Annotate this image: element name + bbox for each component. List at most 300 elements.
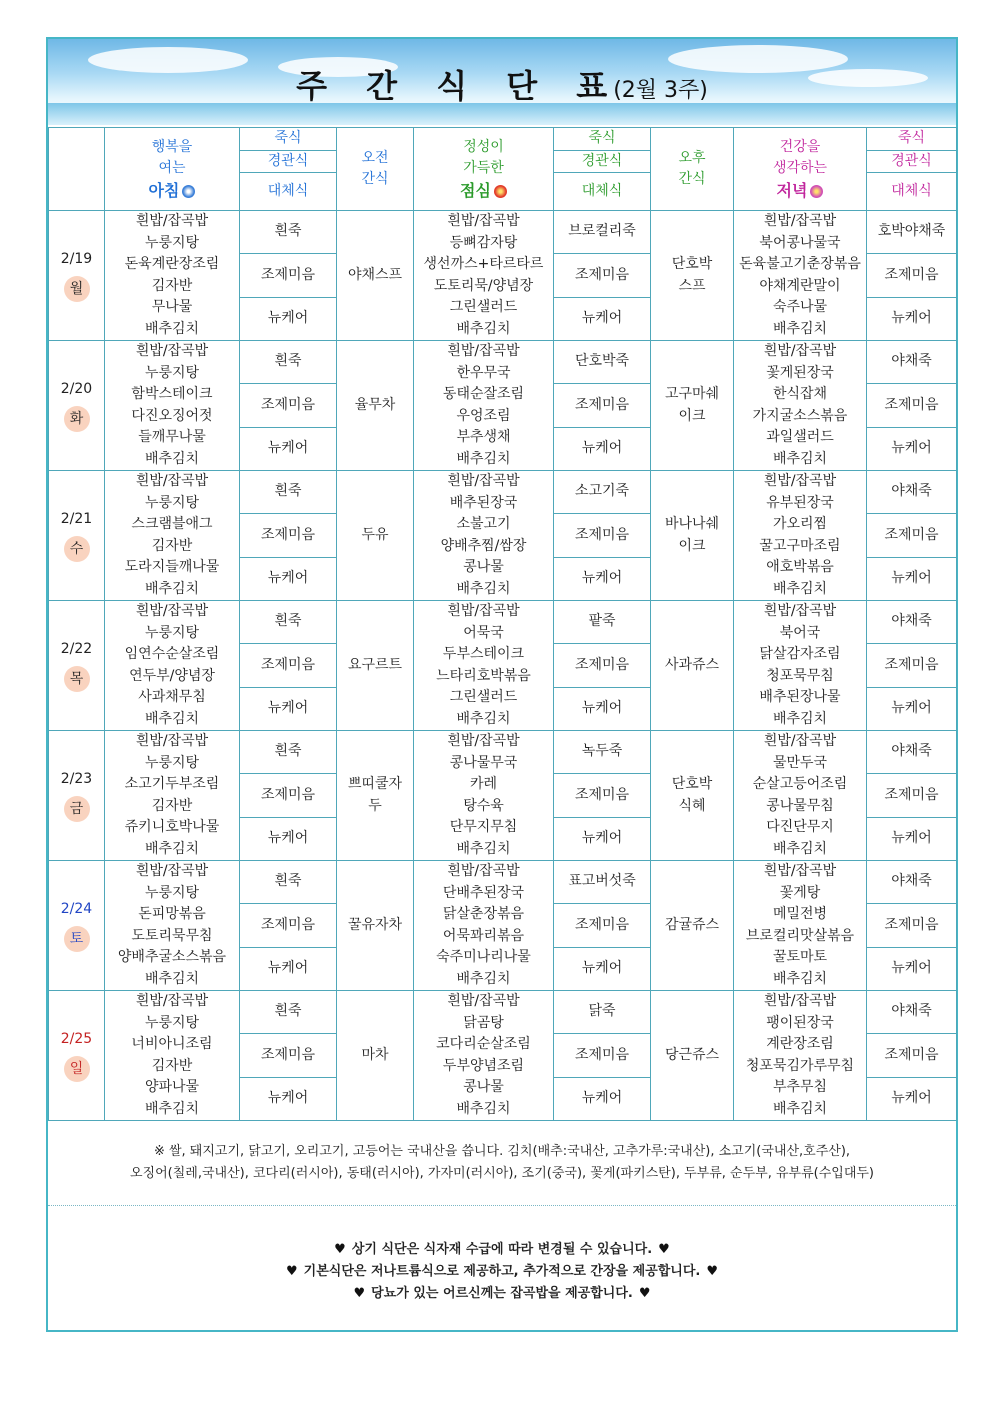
menu-line: 두유 (361, 526, 389, 543)
breakfast-alt: 뉴케어 (240, 427, 337, 470)
lunch-alt: 뉴케어 (554, 297, 651, 340)
dinner-menu (734, 601, 867, 731)
menu-line: 배추김치 (772, 970, 828, 987)
menu-line: 흰밥/잡곡밥 (135, 733, 209, 749)
dinner-alt: 조제미음 (867, 254, 957, 297)
dinner-alt: 조제미음 (867, 1034, 957, 1077)
menu-line: 배추김치 (456, 840, 511, 857)
menu-line: 돈피망볶음 (138, 906, 206, 922)
menu-line: 배추김치 (772, 1100, 828, 1117)
menu-line: 배추김치 (456, 450, 511, 467)
menu-line: 너비아니조림 (131, 1036, 213, 1052)
menu-line: 그린샐러드 (449, 299, 518, 315)
menu-line: 배추김치 (456, 320, 511, 337)
menu-line: 메밀전병 (772, 906, 828, 922)
menu-line: 누룽지탕 (144, 494, 200, 511)
dinner-menu (734, 731, 867, 861)
menu-line: 부추생채 (456, 429, 511, 445)
breakfast-alt: 흰죽 (240, 991, 337, 1034)
lunch-menu (414, 991, 554, 1121)
am-snack (337, 341, 414, 471)
menu-line: 숙주나물 (772, 299, 828, 315)
lunch-alt: 뉴케어 (554, 557, 651, 600)
breakfast-alt: 흰죽 (240, 211, 337, 254)
table-row (49, 731, 957, 774)
notice-item: ♥ 상기 식단은 식자재 수급에 따라 변경될 수 있습니다. ♥ (334, 1242, 670, 1257)
am-snack (337, 471, 414, 601)
menu-line: 콩나물 (463, 1079, 504, 1095)
menu-line: 들깨무나물 (138, 429, 206, 445)
menu-line: 우엉조림 (456, 407, 511, 424)
lunch-menu (414, 341, 554, 471)
heart-icon: ♥ (285, 1264, 298, 1279)
menu-line: 그린샐러드 (449, 689, 518, 705)
menu-line: 흰밥/잡곡밥 (447, 863, 520, 879)
lunch-alt: 조제미음 (554, 254, 651, 297)
menu-line: 김자반 (151, 797, 193, 814)
lunch-alt: 표고버섯죽 (554, 861, 651, 904)
lunch-alt: 조제미음 (554, 1034, 651, 1077)
lunch-alt: 조제미음 (554, 514, 651, 557)
menu-line: 사과쥬스 (664, 656, 720, 673)
menu-line: 누룽지탕 (144, 754, 200, 771)
flower-icon (182, 185, 195, 198)
menu-line: 도토리묵무침 (131, 927, 213, 944)
dinner-alt: 야채죽 (867, 731, 957, 774)
am-snack (337, 861, 414, 991)
dinner-alt: 야채죽 (867, 601, 957, 644)
menu-line: 유부된장국 (766, 494, 834, 511)
menu-line: 등뼈감자탕 (449, 234, 518, 251)
lunch-alt: 뉴케어 (554, 947, 651, 990)
menu-line: 한식잡채 (772, 386, 828, 402)
menu-frame (46, 37, 958, 1332)
menu-line: 돈육계란장조림 (124, 256, 220, 272)
pm-snack (651, 991, 734, 1121)
day-of-week-badge: 월 (64, 276, 90, 302)
menu-line: 가지굴소스볶음 (752, 407, 848, 424)
lunch-alt: 소고기죽 (554, 471, 651, 514)
dinner-menu (734, 861, 867, 991)
lunch-alt: 뉴케어 (554, 427, 651, 470)
menu-line: 흰밥/잡곡밥 (135, 863, 209, 879)
menu-line: 어묵꽈리볶음 (442, 927, 525, 944)
breakfast-header: 행복을 여는 아침 (105, 128, 240, 211)
divider (48, 1205, 956, 1206)
menu-line: 흰밥/잡곡밥 (763, 343, 837, 359)
dinner-alt: 호박야채죽 (867, 211, 957, 254)
menu-line: 김자반 (151, 1057, 193, 1074)
menu-line: 배추김치 (144, 580, 200, 597)
menu-line: 단호박 (671, 776, 713, 792)
date-label: 2/22 (60, 640, 93, 657)
lunch-menu (414, 731, 554, 861)
menu-line: 돈육불고기춘장볶음 (739, 256, 861, 272)
menu-line: 두 (368, 797, 382, 814)
date-cell (49, 601, 105, 731)
menu-line: 누룽지탕 (144, 1014, 200, 1031)
date-cell (49, 861, 105, 991)
table-row (49, 861, 957, 904)
b-tube-header: 경관식 (240, 150, 337, 173)
menu-line: 흰밥/잡곡밥 (763, 473, 837, 489)
lunch-alt: 단호박죽 (554, 341, 651, 384)
menu-line: 사과채무침 (138, 689, 206, 705)
breakfast-alt: 조제미음 (240, 644, 337, 687)
pm-snack (651, 211, 734, 341)
menu-line: 김자반 (151, 277, 193, 294)
breakfast-alt: 조제미음 (240, 254, 337, 297)
dinner-alt: 야채죽 (867, 861, 957, 904)
breakfast-alt: 흰죽 (240, 341, 337, 384)
menu-line: 꽃게된장국 (766, 364, 834, 381)
menu-line: 배추김치 (144, 840, 200, 857)
menu-line: 단호박 (671, 256, 713, 272)
lunch-alt: 뉴케어 (554, 817, 651, 860)
day-of-week-badge: 수 (64, 536, 90, 562)
day-of-week-badge: 금 (64, 796, 90, 822)
dinner-menu (734, 991, 867, 1121)
menu-line: 배추된장나물 (759, 689, 841, 705)
menu-line: 양배추찜/쌈장 (440, 537, 527, 554)
menu-line: 팽이된장국 (766, 1014, 834, 1031)
date-cell (49, 211, 105, 341)
menu-line: 배추김치 (772, 450, 828, 467)
notice-item: ♥ 당뇨가 있는 어르신께는 잡곡밥을 제공합니다. ♥ (353, 1286, 651, 1301)
menu-line: 흰밥/잡곡밥 (763, 993, 837, 1009)
d-tube-header: 경관식 (867, 150, 957, 173)
breakfast-menu (105, 211, 240, 341)
menu-line: 흰밥/잡곡밥 (135, 603, 209, 619)
menu-line: 연두부/양념장 (129, 667, 215, 684)
weekly-menu-table (48, 127, 957, 1121)
date-cell (49, 731, 105, 861)
menu-line: 이크 (678, 537, 706, 554)
table-row (49, 471, 957, 514)
menu-line: 브로컬리맛살볶음 (745, 927, 855, 944)
menu-line: 누룽지탕 (144, 884, 200, 901)
breakfast-alt: 흰죽 (240, 731, 337, 774)
menu-line: 꿀고구마조림 (759, 537, 841, 554)
menu-line: 단배추된장국 (442, 884, 525, 901)
menu-line: 꿀유자차 (347, 916, 403, 933)
menu-line: 북어콩나물국 (759, 234, 841, 251)
breakfast-alt: 뉴케어 (240, 297, 337, 340)
menu-line: 카레 (469, 776, 498, 792)
table-row (49, 991, 957, 1034)
flower-icon (810, 185, 823, 198)
l-porridge-header: 죽식 (554, 128, 651, 151)
menu-line: 계란장조림 (766, 1036, 834, 1052)
pm-snack (651, 601, 734, 731)
breakfast-alt: 뉴케어 (240, 687, 337, 730)
dinner-alt: 야채죽 (867, 341, 957, 384)
dinner-menu (734, 471, 867, 601)
breakfast-menu (105, 601, 240, 731)
menu-line: 흰밥/잡곡밥 (447, 603, 520, 619)
menu-line: 가오리찜 (772, 516, 828, 532)
heart-icon: ♥ (706, 1264, 718, 1279)
menu-body (49, 211, 957, 1121)
breakfast-alt: 조제미음 (240, 1034, 337, 1077)
menu-line: 배추김치 (772, 580, 828, 597)
am-snack (337, 211, 414, 341)
breakfast-alt: 조제미음 (240, 514, 337, 557)
dinner-alt: 조제미음 (867, 644, 957, 687)
notices (48, 1239, 956, 1305)
breakfast-alt: 조제미음 (240, 774, 337, 817)
menu-line: 흰밥/잡곡밥 (135, 473, 209, 489)
menu-line: 배추김치 (772, 710, 828, 727)
menu-line: 배추김치 (144, 710, 200, 727)
menu-line: 감귤쥬스 (664, 916, 720, 933)
date-label: 2/25 (60, 1030, 93, 1047)
dinner-menu (734, 211, 867, 341)
menu-line: 동태순잘조림 (442, 386, 525, 402)
menu-line: 흰밥/잡곡밥 (447, 473, 520, 489)
date-header (49, 128, 105, 211)
heart-icon: ♥ (334, 1242, 346, 1257)
menu-line: 고구마쉐 (664, 386, 720, 402)
breakfast-menu (105, 471, 240, 601)
menu-line: 소고기두부조림 (124, 776, 220, 792)
menu-line: 꽃게탕 (779, 884, 821, 901)
menu-line: 북어국 (779, 624, 821, 641)
lunch-alt: 뉴케어 (554, 1077, 651, 1120)
menu-line: 콩나물무국 (449, 754, 518, 771)
pm-snack (651, 471, 734, 601)
menu-line: 율무차 (354, 396, 396, 413)
menu-line: 배추김치 (456, 970, 511, 987)
menu-line: 숙주미나리나물 (436, 949, 531, 965)
b-porridge-header: 죽식 (240, 128, 337, 151)
lunch-alt: 조제미음 (554, 384, 651, 427)
lunch-alt: 녹두죽 (554, 731, 651, 774)
menu-line: 애호박볶음 (766, 559, 834, 575)
menu-line: 쁘띠쿨자 (347, 776, 403, 792)
breakfast-alt: 뉴케어 (240, 1077, 337, 1120)
pm-snack (651, 861, 734, 991)
menu-line: 한우무국 (456, 364, 511, 381)
menu-line: 누룽지탕 (144, 364, 200, 381)
origin-note: ※ 쌀, 돼지고기, 닭고기, 오리고기, 고등어는 국내산을 씁니다. 김치(배추:국내산, 고추가루:국내산), 소고기(국내산,호주산), 오징어(칠레,국내산), 코다리(러시아), 동태(러시아), 가자미(러시아), 조기(중국), 꽃게(파키스탄), 두부류, 순두부, 유부류(수입대두) (129, 1144, 875, 1181)
menu-line: 순살고등어조림 (752, 776, 848, 792)
menu-line: 물만두국 (772, 754, 828, 771)
dinner-alt: 뉴케어 (867, 947, 957, 990)
menu-line: 마차 (361, 1046, 389, 1063)
breakfast-alt: 흰죽 (240, 471, 337, 514)
menu-line: 양파나물 (144, 1079, 200, 1095)
dinner-alt: 조제미음 (867, 514, 957, 557)
table-row (49, 211, 957, 254)
menu-line: 단무지무침 (449, 819, 518, 835)
date-label: 2/23 (60, 770, 93, 787)
title-banner (48, 39, 956, 125)
breakfast-alt: 조제미음 (240, 384, 337, 427)
breakfast-alt: 뉴케어 (240, 557, 337, 600)
date-label: 2/19 (60, 250, 93, 267)
am-snack-header: 오전 간식 (337, 128, 414, 211)
l-tube-header: 경관식 (554, 150, 651, 173)
lunch-header: 정성이 가득한 점심 (414, 128, 554, 211)
menu-line: 배추김치 (456, 580, 511, 597)
menu-line: 배추김치 (144, 970, 200, 987)
day-of-week-badge: 화 (64, 406, 90, 432)
dinner-alt: 조제미음 (867, 384, 957, 427)
lunch-alt: 브로컬리죽 (554, 211, 651, 254)
breakfast-alt: 뉴케어 (240, 947, 337, 990)
menu-line: 흰밥/잡곡밥 (135, 213, 209, 229)
dinner-alt: 조제미음 (867, 904, 957, 947)
heart-icon: ♥ (353, 1286, 366, 1301)
l-alt-header: 대체식 (554, 173, 651, 211)
dinner-alt: 뉴케어 (867, 817, 957, 860)
table-row (49, 601, 957, 644)
menu-line: 스프 (678, 277, 706, 294)
date-label: 2/21 (60, 510, 93, 527)
menu-line: 흰밥/잡곡밥 (135, 343, 209, 359)
menu-line: 생선까스+타르타르 (423, 256, 544, 272)
menu-line: 코다리순살조림 (436, 1036, 531, 1052)
menu-line: 콩나물 (463, 559, 504, 575)
breakfast-alt: 조제미음 (240, 904, 337, 947)
menu-line: 야채스프 (347, 266, 403, 283)
menu-line: 흰밥/잡곡밥 (135, 993, 209, 1009)
dinner-alt: 뉴케어 (867, 1077, 957, 1120)
menu-line: 배추김치 (772, 320, 828, 337)
menu-line: 흰밥/잡곡밥 (763, 603, 837, 619)
breakfast-alt: 흰죽 (240, 601, 337, 644)
lunch-menu (414, 601, 554, 731)
menu-line: 어묵국 (463, 624, 504, 641)
pm-snack-header: 오후 간식 (651, 128, 734, 211)
date-label: 2/20 (60, 380, 93, 397)
dinner-alt: 야채죽 (867, 991, 957, 1034)
menu-line: 닭곰탕 (463, 1014, 504, 1031)
dinner-alt: 뉴케어 (867, 557, 957, 600)
date-label: 2/24 (60, 900, 93, 917)
date-cell (49, 341, 105, 471)
am-snack (337, 601, 414, 731)
menu-line: 이크 (678, 407, 706, 424)
menu-line: 흰밥/잡곡밥 (447, 213, 520, 229)
menu-line: 청포묵무침 (766, 667, 834, 684)
day-of-week-badge: 목 (64, 666, 90, 692)
menu-line: 닭살감자조림 (759, 646, 841, 662)
menu-line: 당근쥬스 (664, 1046, 720, 1063)
dinner-alt: 조제미음 (867, 774, 957, 817)
d-alt-header: 대체식 (867, 173, 957, 211)
pm-snack (651, 731, 734, 861)
dinner-header: 건강을 생각하는 저녁 (734, 128, 867, 211)
menu-line: 야채계란말이 (759, 277, 841, 294)
menu-line: 도라지들깨나물 (124, 559, 220, 575)
heart-icon: ♥ (658, 1242, 670, 1257)
menu-line: 배추된장국 (449, 494, 518, 511)
menu-line: 흰밥/잡곡밥 (447, 993, 520, 1009)
menu-line: 함박스테이크 (131, 386, 213, 402)
dinner-alt: 야채죽 (867, 471, 957, 514)
menu-line: 누룽지탕 (144, 234, 200, 251)
menu-line: 무나물 (151, 299, 193, 315)
menu-line: 과일샐러드 (766, 429, 834, 445)
menu-line: 두부스테이크 (442, 646, 525, 662)
menu-line: 도토리묵/양념장 (433, 277, 534, 294)
menu-line: 배추김치 (144, 450, 200, 467)
menu-line: 김자반 (151, 537, 193, 554)
lunch-alt: 조제미음 (554, 904, 651, 947)
menu-line: 소불고기 (456, 516, 511, 532)
menu-line: 배추김치 (772, 840, 828, 857)
menu-line: 흰밥/잡곡밥 (763, 213, 837, 229)
menu-line: 부추무침 (772, 1079, 828, 1095)
menu-line: 꿀토마토 (772, 949, 828, 965)
menu-line: 흰밥/잡곡밥 (763, 863, 837, 879)
menu-line: 요구르트 (347, 656, 403, 673)
page-title: 주 간 식 단 표(2월 3주) (296, 67, 708, 105)
am-snack (337, 991, 414, 1121)
dinner-alt: 뉴케어 (867, 687, 957, 730)
menu-line: 콩나물무침 (766, 797, 834, 814)
menu-line: 임연수순살조림 (124, 646, 220, 662)
menu-line: 흰밥/잡곡밥 (447, 733, 520, 749)
lunch-menu (414, 211, 554, 341)
breakfast-menu (105, 861, 240, 991)
day-of-week-badge: 토 (64, 926, 90, 952)
dinner-menu (734, 341, 867, 471)
breakfast-menu (105, 991, 240, 1121)
day-of-week-badge: 일 (64, 1056, 90, 1082)
lunch-alt: 조제미음 (554, 644, 651, 687)
dinner-alt: 뉴케어 (867, 297, 957, 340)
menu-line: 흰밥/잡곡밥 (447, 343, 520, 359)
lunch-menu (414, 471, 554, 601)
date-cell (49, 991, 105, 1121)
tulip-icon (494, 185, 507, 198)
menu-line: 배추김치 (456, 710, 511, 727)
am-snack (337, 731, 414, 861)
menu-line: 닭살춘장볶음 (442, 906, 525, 922)
menu-line: 양배추굴소스볶음 (117, 949, 227, 965)
menu-line: 식혜 (678, 797, 706, 814)
lunch-menu (414, 861, 554, 991)
pm-snack (651, 341, 734, 471)
dinner-alt: 뉴케어 (867, 427, 957, 470)
menu-line: 흰밥/잡곡밥 (763, 733, 837, 749)
lunch-alt: 뉴케어 (554, 687, 651, 730)
notice-item: ♥ 기본식단은 저나트륨식으로 제공하고, 추가적으로 간장을 제공합니다. ♥ (285, 1264, 718, 1279)
breakfast-menu (105, 341, 240, 471)
lunch-alt: 조제미음 (554, 774, 651, 817)
menu-line: 바나나쉐 (664, 516, 720, 532)
menu-line: 탕수육 (463, 797, 504, 814)
b-alt-header: 대체식 (240, 173, 337, 211)
menu-line: 쥬키니호박나물 (124, 819, 220, 835)
menu-line: 느타리호박볶음 (436, 667, 531, 684)
lunch-alt: 팥죽 (554, 601, 651, 644)
menu-line: 두부양념조림 (442, 1057, 525, 1074)
menu-line: 배추김치 (144, 1100, 200, 1117)
menu-line: 다진단무지 (766, 819, 834, 835)
menu-line: 청포묵김가루무침 (745, 1057, 855, 1074)
lunch-alt: 닭죽 (554, 991, 651, 1034)
breakfast-menu (105, 731, 240, 861)
date-cell (49, 471, 105, 601)
menu-line: 스크램블애그 (131, 516, 213, 532)
heart-icon: ♥ (638, 1286, 651, 1301)
breakfast-alt: 뉴케어 (240, 817, 337, 860)
breakfast-alt: 흰죽 (240, 861, 337, 904)
